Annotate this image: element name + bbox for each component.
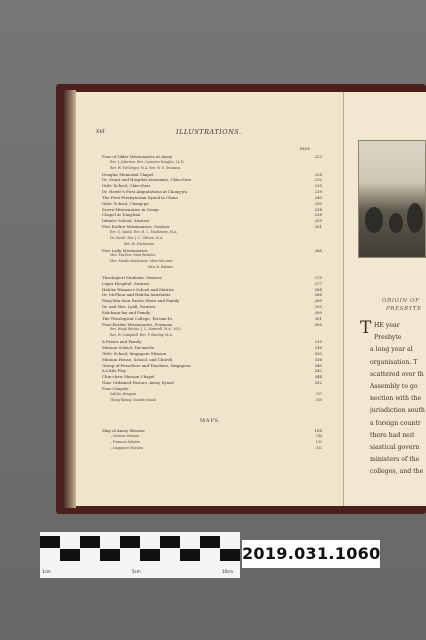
chapter-heading-line2: PRESBYTE xyxy=(386,306,422,312)
illustrations-list xyxy=(102,154,322,403)
page-header xyxy=(96,128,324,138)
drop-cap: T xyxy=(360,318,372,338)
list-item xyxy=(102,398,322,404)
list-item-title: Mrs. MacIver. Miss Ricketts. xyxy=(110,253,157,258)
page-title: ILLUSTRATIONS. xyxy=(176,128,242,136)
list-item-title: Leper Hospital, Swatow xyxy=(102,280,150,286)
paragraph-line: organisation. T xyxy=(370,358,418,366)
paragraph-line: ministers of the xyxy=(370,456,420,464)
list-item-title: The First Presbyterian Synod in China xyxy=(102,194,178,200)
paragraph-line: HE year xyxy=(374,322,400,329)
paragraph-line: Assembly to go xyxy=(370,383,418,391)
landscape-photo xyxy=(358,140,426,258)
scale-bar xyxy=(40,532,240,578)
list-item-page: 340 xyxy=(314,362,322,368)
scale-cell xyxy=(220,536,240,548)
list-item-page: 277 xyxy=(314,280,322,286)
list-item-page: 258 xyxy=(314,212,322,218)
list-item-page: 144 xyxy=(315,433,322,438)
list-item-title: Rev. W. Mackenzie. xyxy=(124,241,155,246)
list-item-page: 306 xyxy=(314,321,322,327)
accession-number-label: 2019.031.1060 xyxy=(242,540,380,568)
list-item-title: Group of Preachers and Teachers, Singapore xyxy=(102,362,191,368)
list-item-page: 289 xyxy=(314,298,322,304)
paragraph-line: a long year al xyxy=(370,346,413,354)
list-item-title: Rev. W. McGregor, M.A. Rev. W. S. Swanson. xyxy=(110,165,182,170)
list-item-page: 301 xyxy=(314,315,322,321)
list-item-title: Theological Students, Swatow xyxy=(102,274,162,280)
list-item-page: 275 xyxy=(314,274,322,280)
list-item-page: 286 xyxy=(314,292,322,298)
scale-cell xyxy=(200,536,220,548)
list-item-page: 344 xyxy=(314,374,322,380)
paragraph-line: nection with the xyxy=(370,395,422,403)
list-item-title: Girls' School, Singapore Mission xyxy=(102,350,167,356)
scale-label-10cm: 10cm xyxy=(222,569,234,574)
list-item-title: Chapel at Tong-kau xyxy=(102,212,141,218)
list-item-title: Four Earlier Missionaries, Formosa xyxy=(102,321,172,327)
scale-cell xyxy=(100,549,120,561)
list-item-title: Mission School, Tai-nan-fu xyxy=(102,345,155,350)
list-item-page: 108 xyxy=(314,428,322,433)
list-item-title: Four of Older Missionaries at Amoy xyxy=(102,154,173,159)
list-item-title: Girls' School, Chin-chew xyxy=(102,183,151,189)
list-item-page: 284 xyxy=(314,286,322,292)
book-gutter xyxy=(62,90,76,508)
maps-heading: MAPS. xyxy=(200,418,221,424)
list-item-page: 342 xyxy=(314,368,322,374)
list-item-title: Dr. McPhun and Hak-ka Assistants xyxy=(102,292,171,298)
list-item-page: 261 xyxy=(314,224,322,230)
scale-cell xyxy=(160,549,180,561)
list-item-title: A Little Play xyxy=(102,368,127,374)
list-item xyxy=(102,446,322,452)
scale-cell xyxy=(60,549,80,561)
list-item-page: 300 xyxy=(314,309,322,315)
scale-cell xyxy=(140,549,160,561)
scale-cell xyxy=(140,536,160,548)
scale-cell xyxy=(40,536,60,548)
list-item-title: The Theological College, Tai-nan-fu xyxy=(102,315,172,321)
list-item-page: 352 xyxy=(314,380,322,386)
list-item-page: 228 xyxy=(314,171,322,177)
list-item-page: 190 xyxy=(315,439,322,444)
paragraph-line: a foreign countr xyxy=(370,419,421,427)
list-item-page: 240 xyxy=(314,194,322,200)
list-item-page: 223 xyxy=(314,154,322,159)
list-item-title: Four Chapels: xyxy=(102,385,130,391)
paragraph-line: scattered over th xyxy=(370,370,424,378)
scale-cell xyxy=(60,536,80,548)
list-item-page: 239 xyxy=(314,189,322,195)
list-item-title: Rev. W. Campbell. Rev. T. Barclay, M.A. xyxy=(110,333,173,338)
list-item-page: 357 xyxy=(315,391,322,396)
list-item-page: 315 xyxy=(314,339,322,345)
list-item-title: Girls' School, Chang-pu xyxy=(102,200,149,206)
list-item-title: Dr. Grant and Hospital Assistants, Chin-chew xyxy=(102,177,192,183)
list-item-title: A Pastor and Family xyxy=(102,339,142,345)
list-item-page: 336 xyxy=(314,356,322,362)
maps-list xyxy=(102,428,322,451)
scale-cell xyxy=(220,549,240,561)
list-item-title: Rev. G. Smith. Rev. H. L. Mackenzie, M.A. xyxy=(110,229,178,234)
chapter-paragraph xyxy=(370,320,426,479)
list-item-page: 254 xyxy=(314,206,322,212)
list-item-page: 316 xyxy=(314,345,322,350)
list-item-title: Five Earlier Missionaries, Swatow xyxy=(102,224,170,230)
list-item-title: „ Swatow Mission xyxy=(110,433,139,438)
scale-cell xyxy=(180,549,200,561)
list-item-title: Map of Amoy Mission xyxy=(102,428,145,433)
scale-cell xyxy=(180,536,200,548)
list-item-title: Miss N. Balmer. xyxy=(148,265,174,270)
paragraph-line: colleges, and the xyxy=(370,468,424,476)
list-item-title: Dr. Howie's First Amputations at Chang-pu xyxy=(102,189,188,195)
list-item-title: Thong-khung, Double Island xyxy=(110,397,156,402)
scale-cell xyxy=(120,536,140,548)
list-item-title: Nine Ordained Pastors, Amoy Synod xyxy=(102,380,174,386)
paragraph-line: there had neit xyxy=(370,431,415,439)
scale-cell xyxy=(120,549,140,561)
list-item-title: Sak-ka, Bengum xyxy=(110,391,137,396)
page-number: xvi xyxy=(96,128,105,135)
list-item xyxy=(102,265,322,271)
list-item-page: 358 xyxy=(315,397,322,402)
list-item-page: 250 xyxy=(314,200,322,206)
scale-cell xyxy=(40,549,60,561)
list-item-title: Mission House, School, and Church xyxy=(102,356,173,362)
list-item-title: Rev. Hugh Ritchie. J. L. Maxwell, M.A., M.D. xyxy=(110,327,182,332)
list-item-title: Fang-khu-tsun Pastor Hsow and Family xyxy=(102,298,180,304)
list-item-page: 333 xyxy=(314,350,322,356)
list-item-page: 232 xyxy=(314,177,322,183)
scale-cell xyxy=(80,549,100,561)
list-item-title: Seven Missionaries in Group xyxy=(102,206,159,212)
paragraph-line: siastical govern xyxy=(370,444,420,452)
list-item-title: Chin-chew Mission Chapel xyxy=(102,374,155,380)
scale-cell xyxy=(80,536,100,548)
scale-label-1cm: 1cm xyxy=(42,569,51,574)
page-column-label: PAGE xyxy=(300,147,310,151)
list-item-title: Mrs. Murdo Mackenzie. Miss Falconer. xyxy=(110,259,174,264)
list-item-title: Dr. and Mrs. Lyall, Swatow xyxy=(102,304,156,310)
list-item-title: Rev. J. Johnston. Rev. Carstairs Douglas, LL.D. xyxy=(110,159,185,164)
list-item-title: Douglas Memorial Chapel xyxy=(102,171,154,177)
scale-label-5cm: 5cm xyxy=(132,569,141,574)
list-item-title: Sok-kaun-lay and Family xyxy=(102,309,151,315)
list-item-title: „ Singapore Mission xyxy=(110,445,143,450)
paragraph-line: jurisdiction south xyxy=(370,407,425,415)
list-item-page: 266 xyxy=(314,247,322,253)
list-item-page: 295 xyxy=(314,304,322,310)
list-item-page: 332 xyxy=(315,445,322,450)
list-item-title: Five Lady Missionaries xyxy=(102,247,148,253)
list-item-page: 259 xyxy=(314,218,322,224)
scale-cell xyxy=(160,536,180,548)
paragraph-line: Presbyte xyxy=(374,334,402,342)
scale-cell xyxy=(200,549,220,561)
list-item-title: Hak-ka Women's School and Matron xyxy=(102,286,174,292)
scale-cell xyxy=(100,536,120,548)
list-item-title: Infants' School, Swatow xyxy=(102,218,150,224)
chapter-heading-line1: ORIGIN OF xyxy=(382,298,420,304)
list-item-title: „ Formosa Mission xyxy=(110,439,141,444)
list-item-page: 235 xyxy=(314,183,322,189)
list-item-title: Dr. Gauld. Rev. J. C. Gibson, M.A. xyxy=(110,235,164,240)
